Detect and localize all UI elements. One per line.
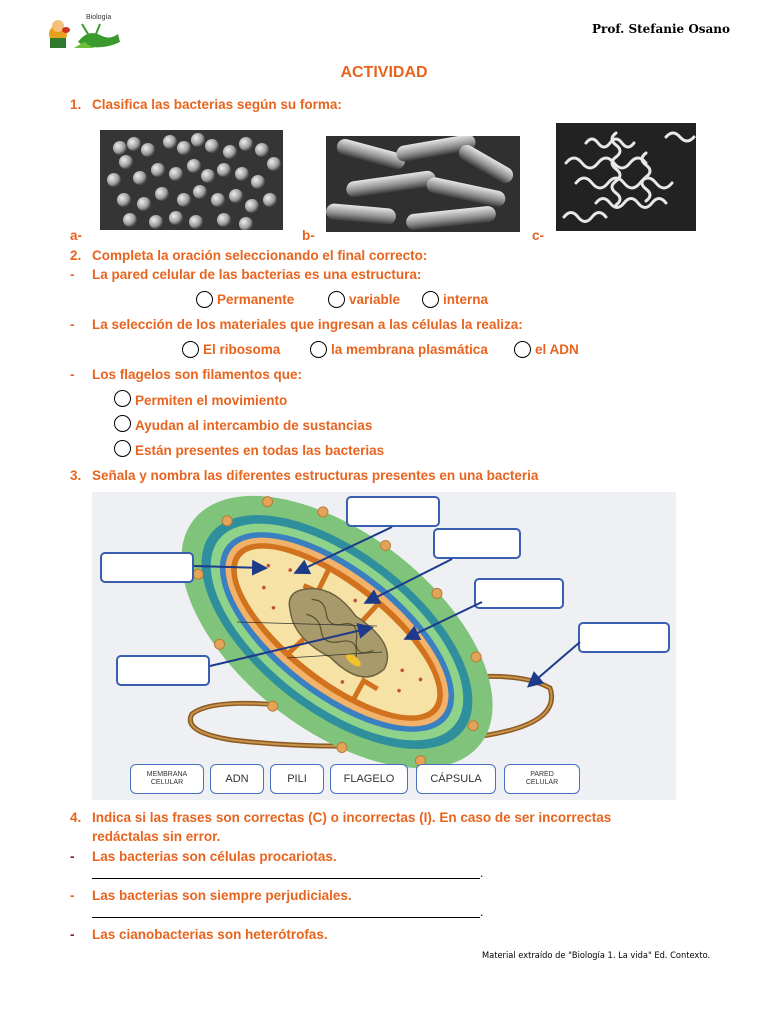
- q4-answer-line-1[interactable]: [92, 878, 480, 879]
- q1-number: 1.: [70, 97, 82, 112]
- q2-item1-option2[interactable]: [328, 291, 400, 308]
- word-capsula: [416, 764, 496, 794]
- radio-circle-icon[interactable]: [422, 291, 439, 308]
- q4-line-end-2: .: [480, 905, 484, 919]
- q2-item3-dash: -: [70, 367, 75, 382]
- word-label: PARED: [530, 771, 554, 778]
- q2-text: Completa la oración seleccionando el final correcto:: [92, 248, 428, 263]
- word-adn: [210, 764, 264, 794]
- word-bank: [130, 764, 650, 794]
- radio-circle-icon[interactable]: [514, 341, 531, 358]
- q2-item2-option2[interactable]: [310, 341, 488, 358]
- cocci-image: [100, 130, 283, 230]
- bacteria-photo-spirilla: [556, 123, 696, 231]
- word-label: ADN: [225, 773, 249, 785]
- footer-source: Material extraído de "Biología 1. La vida" Ed. Contexto.: [482, 951, 711, 961]
- bacilli-image: [326, 136, 520, 232]
- q4-item1-dash: -: [70, 849, 75, 864]
- radio-circle-icon[interactable]: [114, 440, 131, 457]
- q2-number: 2.: [70, 248, 82, 263]
- q4-item3-dash: -: [70, 927, 75, 942]
- q2-item3-option3[interactable]: [114, 438, 384, 458]
- q4-number: 4.: [70, 810, 82, 825]
- q2-item1-text: La pared celular de las bacterias es una estructura:: [92, 267, 422, 282]
- q2-item1-option3[interactable]: [422, 291, 488, 308]
- q2-item3-option2[interactable]: [114, 413, 372, 433]
- option-label: Están presentes en todas las bacterias: [135, 443, 385, 458]
- radio-circle-icon[interactable]: [182, 341, 199, 358]
- word-label: PILI: [287, 773, 307, 785]
- option-label: Permanente: [217, 292, 295, 307]
- q4-item2-text: Las bacterias son siempre perjudiciales.: [92, 888, 352, 903]
- q2-item2-option3[interactable]: [514, 341, 579, 358]
- q1-text: Clasifica las bacterias según su forma:: [92, 97, 342, 112]
- option-label: Ayudan al intercambio de sustancias: [135, 418, 373, 433]
- q4-item1-text: Las bacterias son células procariotas.: [92, 849, 337, 864]
- logo-text: Biología: [86, 14, 112, 21]
- bacteria-photo-cocci: [100, 130, 283, 230]
- logo: [44, 12, 124, 52]
- option-label: variable: [349, 292, 401, 307]
- option-label: la membrana plasmática: [331, 342, 488, 357]
- word-pared-celular: [504, 764, 580, 794]
- label-arrows: [92, 492, 676, 800]
- q2-item2-dash: -: [70, 317, 75, 332]
- q4-item2-dash: -: [70, 888, 75, 903]
- bacteria-photo-bacilli: [326, 136, 520, 232]
- q4-answer-line-2[interactable]: [92, 917, 480, 918]
- q3-number: 3.: [70, 468, 82, 483]
- q2-item3-option1[interactable]: [114, 388, 287, 408]
- word-label: CELULAR: [150, 779, 184, 786]
- radio-circle-icon[interactable]: [196, 291, 213, 308]
- word-label: CÁPSULA: [430, 773, 482, 785]
- option-label: interna: [443, 292, 489, 307]
- q4-text-line1: Indica si las frases son correctas (C) o incorrectas (I). En caso de ser incorrectas: [92, 810, 612, 825]
- teacher-name: Prof. Stefanie Osano: [592, 22, 731, 36]
- word-label: CELULAR: [525, 779, 559, 786]
- radio-circle-icon[interactable]: [114, 415, 131, 432]
- q4-text-line2: redáctalas sin error.: [92, 829, 221, 844]
- q4-line-end-1: .: [480, 866, 484, 880]
- q2-item3-text: Los flagelos son filamentos que:: [92, 367, 303, 382]
- q1-label-a: a-: [70, 228, 83, 243]
- word-membrana-celular: [130, 764, 204, 794]
- q3-text: Señala y nombra las diferentes estructuras presentes en una bacteria: [92, 468, 539, 483]
- spirilla-image: [556, 123, 696, 231]
- q2-item2-text: La selección de los materiales que ingresan a las células la realiza:: [92, 317, 523, 332]
- page-title: ACTIVIDAD: [340, 64, 428, 81]
- q4-item3-text: Las cianobacterias son heterótrofas.: [92, 927, 328, 942]
- biology-logo-icon: [44, 12, 124, 52]
- radio-circle-icon[interactable]: [328, 291, 345, 308]
- q2-item2-option1[interactable]: [182, 341, 280, 358]
- q1-label-c: c-: [532, 228, 545, 243]
- word-pili: [270, 764, 324, 794]
- radio-circle-icon[interactable]: [114, 390, 131, 407]
- q2-item1-option1[interactable]: [196, 291, 294, 308]
- word-flagelo: [330, 764, 408, 794]
- option-label: Permiten el movimiento: [135, 393, 288, 408]
- radio-circle-icon[interactable]: [310, 341, 327, 358]
- q1-label-b: b-: [302, 228, 315, 243]
- word-label: MEMBRANA: [146, 771, 188, 778]
- word-label: FLAGELO: [343, 773, 395, 785]
- bacteria-diagram: [92, 492, 676, 800]
- q2-item1-dash: -: [70, 267, 75, 282]
- option-label: El ribosoma: [203, 342, 281, 357]
- option-label: el ADN: [535, 342, 579, 357]
